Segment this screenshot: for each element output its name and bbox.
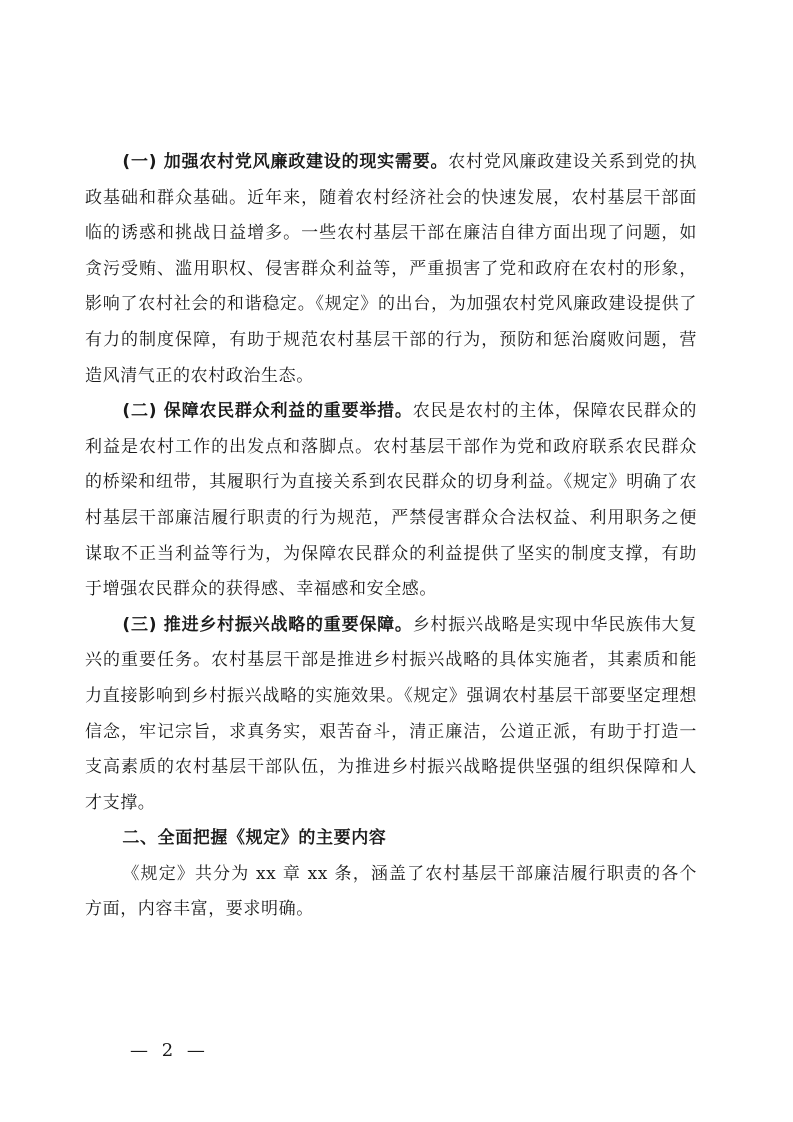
paragraph-farmers-interests	[85, 394, 697, 608]
paragraph-lead: (二) 保障农民群众利益的重要举措。	[122, 401, 413, 422]
paragraph-text: 农村党风廉政建设关系到党的执政基础和群众基础。近年来，随着农村经济社会的快速发展，农村基层干部面临的诱惑和挑战日益增多。一些农村基层干部在廉洁自律方面出现了问题，如贪污受贿、滥用职权、侵害群众利益等，严重损害了党和政府在农村的形象，影响了农村社会的和谐稳定。《规定》的出台，为加强农村党风廉政建设提供了有力的制度保障，有助于规范农村基层干部的行为，预防和惩治腐败问题，营造风清气正的农村政治生态。	[85, 152, 697, 386]
paragraph-lead: (一) 加强农村党风廉政建设的现实需要。	[122, 152, 449, 172]
paragraph-rural-party-conduct	[85, 145, 697, 394]
paragraph-rural-revitalization	[85, 608, 697, 822]
paragraph-lead: (三) 推进乡村振兴战略的重要保障。	[122, 614, 413, 635]
section-heading: 二、全面把握《规定》的主要内容	[122, 828, 387, 849]
paragraph-regulation-overview: 《规定》共分为 xx 章 xx 条，涵盖了农村基层干部廉洁履行职责的各个方面，内容丰富，要求明确。	[85, 863, 697, 920]
paragraph-text: 农民是农村的主体，保障农民群众的利益是农村工作的出发点和落脚点。农村基层干部作为党和政府联系农民群众的桥梁和纽带，其履职行为直接关系到农民群众的切身利益。《规定》明确了农村基层干部廉洁履行职责的行为规范，严禁侵害群众合法权益、利用职务之便谋取不正当利益等行为，为保障农民群众的利益提供了坚实的制度支撑，有助于增强农民群众的获得感、幸福感和安全感。	[85, 401, 697, 600]
page-number: — 2 —	[130, 1040, 209, 1061]
paragraph-text: 乡村振兴战略是实现中华民族伟大复兴的重要任务。农村基层干部是推进乡村振兴战略的具体实施者，其素质和能力直接影响到乡村振兴战略的实施效果。《规定》强调农村基层干部要坚定理想信念，牢记宗旨，求真务实，艰苦奋斗，清正廉洁，公道正派，有助于打造一支高素质的农村基层干部队伍，为推进乡村振兴战略提供坚强的组织保障和人才支撑。	[85, 614, 697, 813]
document-body	[85, 145, 697, 928]
